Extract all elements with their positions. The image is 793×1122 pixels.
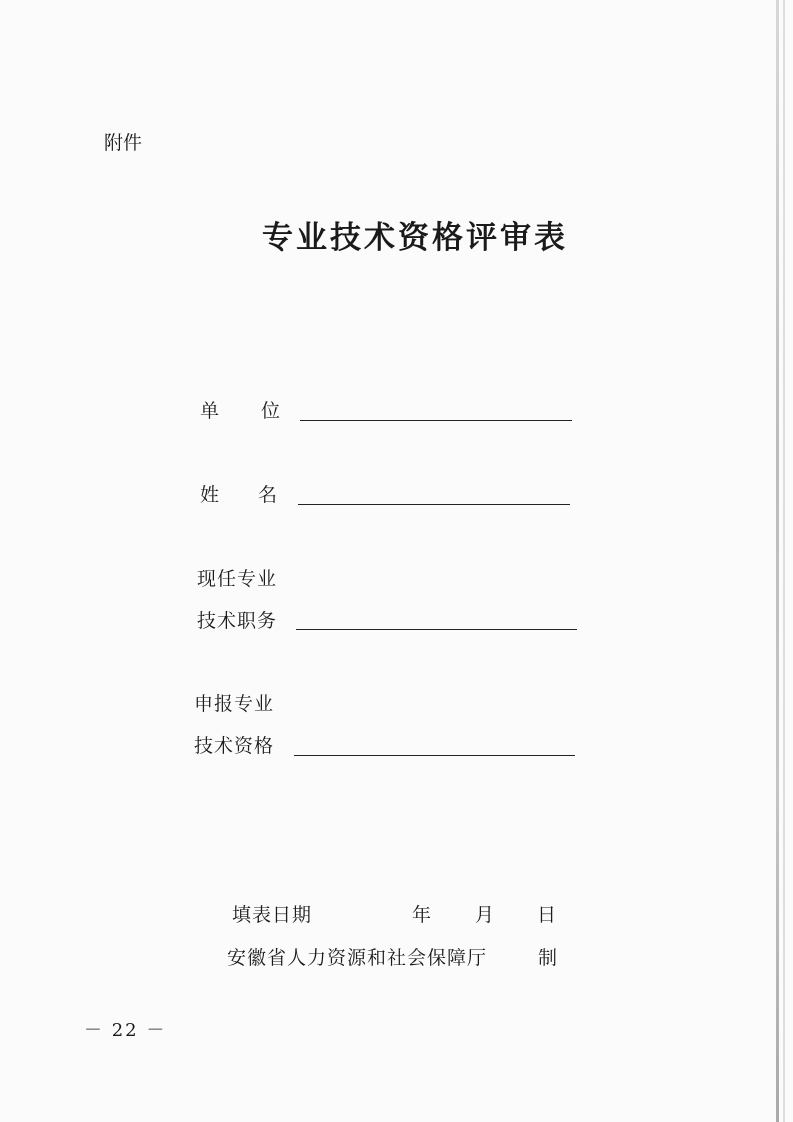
unit-label-char1: 单 bbox=[200, 400, 220, 422]
page-number: － 22 － bbox=[84, 1020, 167, 1041]
issuer-suffix: 制 bbox=[538, 947, 559, 969]
scan-edge bbox=[776, 0, 779, 1122]
scan-edge-shadow bbox=[783, 0, 785, 1122]
fill-date-year: 年 bbox=[412, 904, 433, 926]
applied-qualification-label-line1: 申报专业 bbox=[194, 693, 275, 715]
applied-qualification-input-line[interactable] bbox=[294, 755, 575, 756]
attachment-label: 附件 bbox=[104, 132, 143, 154]
name-label-char2: 名 bbox=[258, 484, 278, 506]
unit-input-line[interactable] bbox=[300, 420, 572, 421]
issuer-name: 安徽省人力资源和社会保障厅 bbox=[227, 947, 488, 969]
fill-date-day: 日 bbox=[537, 904, 558, 926]
name-input-line[interactable] bbox=[298, 504, 570, 505]
form-title: 专业技术资格评审表 bbox=[262, 220, 568, 256]
unit-label-char2: 位 bbox=[261, 400, 281, 422]
fill-date-label: 填表日期 bbox=[232, 904, 313, 926]
applied-qualification-label-line2: 技术资格 bbox=[194, 735, 275, 757]
fill-date-month: 月 bbox=[475, 904, 496, 926]
current-position-label-line2: 技术职务 bbox=[197, 610, 278, 632]
name-label-char1: 姓 bbox=[200, 484, 220, 506]
current-position-input-line[interactable] bbox=[296, 629, 577, 630]
current-position-label-line1: 现任专业 bbox=[197, 568, 278, 590]
